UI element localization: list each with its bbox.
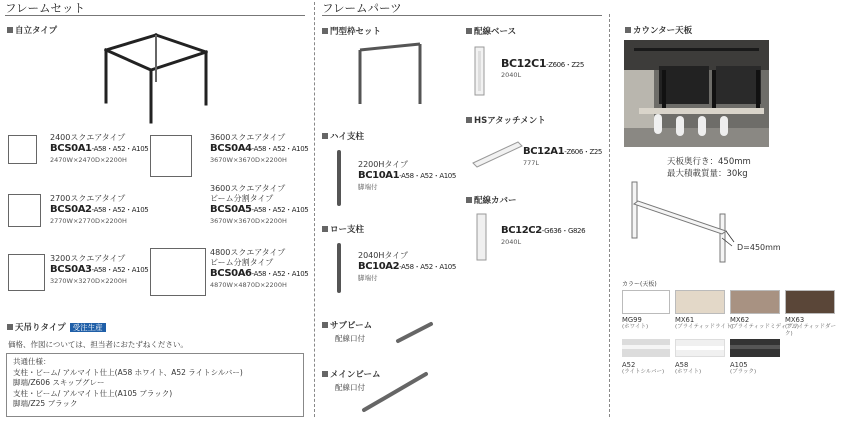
counter-load-spec: 最大積載質量：30kg [667,169,748,179]
hs-attachment-image [470,138,525,168]
label-a52: A52 (ライトシルバー) [622,361,665,376]
hs-attachment-title: HSアタッチメント [466,116,546,127]
swatch-a52 [622,339,670,357]
spec-line: 脚端/Z606 スキップグレー [13,378,105,387]
item-bc10a1: 2200Hタイプ BC10A1-A58・A52・A105 脚端付 [358,160,456,191]
main-beam-title: メインビーム [322,370,381,381]
separator-right [609,14,610,417]
separator-left [314,2,315,417]
header-frame-parts: フレームパーツ [322,1,602,16]
spec-line: 支柱・ビーム/ アルマイト仕上(A105 ブラック) [13,388,173,398]
mongata-illustration [348,38,433,108]
thumb-bcs0a3 [8,254,45,291]
high-post-title: ハイ支柱 [322,132,364,143]
counter-depth-dim: D=450mm [737,243,781,252]
header-frame-set: フレームセット [5,1,305,16]
tenzuri-note: 価格、作図については、担当者におたずねください。 [8,340,188,349]
label-a58: A58 (ホワイト) [675,361,702,376]
spec-title: 共通仕様： [13,357,51,366]
section-jiritsu-title: 自立タイプ [7,26,57,37]
item-bcs0a5: 3600スクエアタイプ ビーム分割タイプ BCS0A5-A58・A52・A105 3670W×3670D×2200H [210,184,309,225]
counter-photo [624,40,769,147]
thumb-bcs0a1 [8,135,37,164]
thumb-bcs0a2 [8,194,41,227]
wiring-base-image [470,45,490,97]
low-post-image [337,243,341,293]
sub-beam-image [395,320,435,345]
sub-beam-title: サブビーム [322,321,372,332]
sub-beam-note: 配線口付 [335,334,365,343]
spec-line: 脚端/Z25 ブラック [13,399,78,408]
main-beam-note: 配線口付 [335,383,365,392]
item-bcs0a1: 2400スクエアタイプ BCS0A1-A58・A52・A105 2470W×2470D×2200H [50,133,149,164]
spec-line: 支柱・ビーム/ アルマイト仕上(A58 ホワイト、A52 ライトシルバー) [13,367,243,377]
color-section-title: カラー(天板) [622,281,657,288]
counter-diagram [622,176,747,266]
item-bcs0a6: 4800スクエアタイプ ビーム分割タイプ BCS0A6-A58・A52・A105 4870W×4870D×2200H [210,248,309,289]
swatch-a105 [730,339,780,357]
label-mg99: MG99 (ホワイト) [622,316,649,331]
wiring-base-title: 配線ベース [466,27,516,38]
thumb-bcs0a4 [150,135,192,177]
frame-set-illustration [96,30,216,125]
item-bcs0a2: 2700スクエアタイプ BCS0A2-A58・A52・A105 2770W×2770D×2200H [50,194,149,225]
high-post-image [337,150,341,206]
label-a105: A105 (ブラック) [730,361,757,376]
label-mx63: MX63 (ブライティッドダーク) [785,316,837,338]
tenzuri-title: 天吊りタイプ [7,323,66,333]
low-post-title: ロー支柱 [322,225,364,236]
item-bcs0a3: 3200スクエアタイプ BCS0A3-A58・A52・A105 3270W×3270D×2200H [50,254,149,285]
swatch-mx62 [730,290,780,314]
wiring-cover-title: 配線カバー [466,196,517,207]
swatch-a58 [675,339,725,357]
counter-depth-spec: 天板奥行き：450mm [667,157,751,167]
label-mx62: MX62 (ブライティッドミディアム) [730,316,799,331]
item-bc12a1: BC12A1-Z606・Z25 777L [523,146,602,167]
swatch-mx63 [785,290,835,314]
section-tenzuri [7,323,106,334]
counter-title: カウンター天板 [625,26,692,37]
item-bc10a2: 2040Hタイプ BC10A2-A58・A52・A105 脚端付 [358,251,456,282]
thumb-bcs0a6 [150,248,206,296]
swatch-mg99 [622,290,670,314]
main-beam-image [360,368,430,414]
item-bc12c2: BC12C2-G636・G826 2040L [501,225,586,246]
common-spec-box [6,353,304,417]
swatch-mx61 [675,290,725,314]
item-bc12c1: BC12C1-Z606・Z25 2040L [501,57,584,79]
label-mx61: MX61 (ブライティッドライト) [675,316,734,331]
item-bcs0a4: 3600スクエアタイプ BCS0A4-A58・A52・A105 3670W×3670D×2200H [210,133,309,164]
made-to-order-badge: 受注生産 [70,323,106,332]
mongata-title: 門型枠セット [322,27,381,38]
wiring-cover-image [472,212,492,262]
